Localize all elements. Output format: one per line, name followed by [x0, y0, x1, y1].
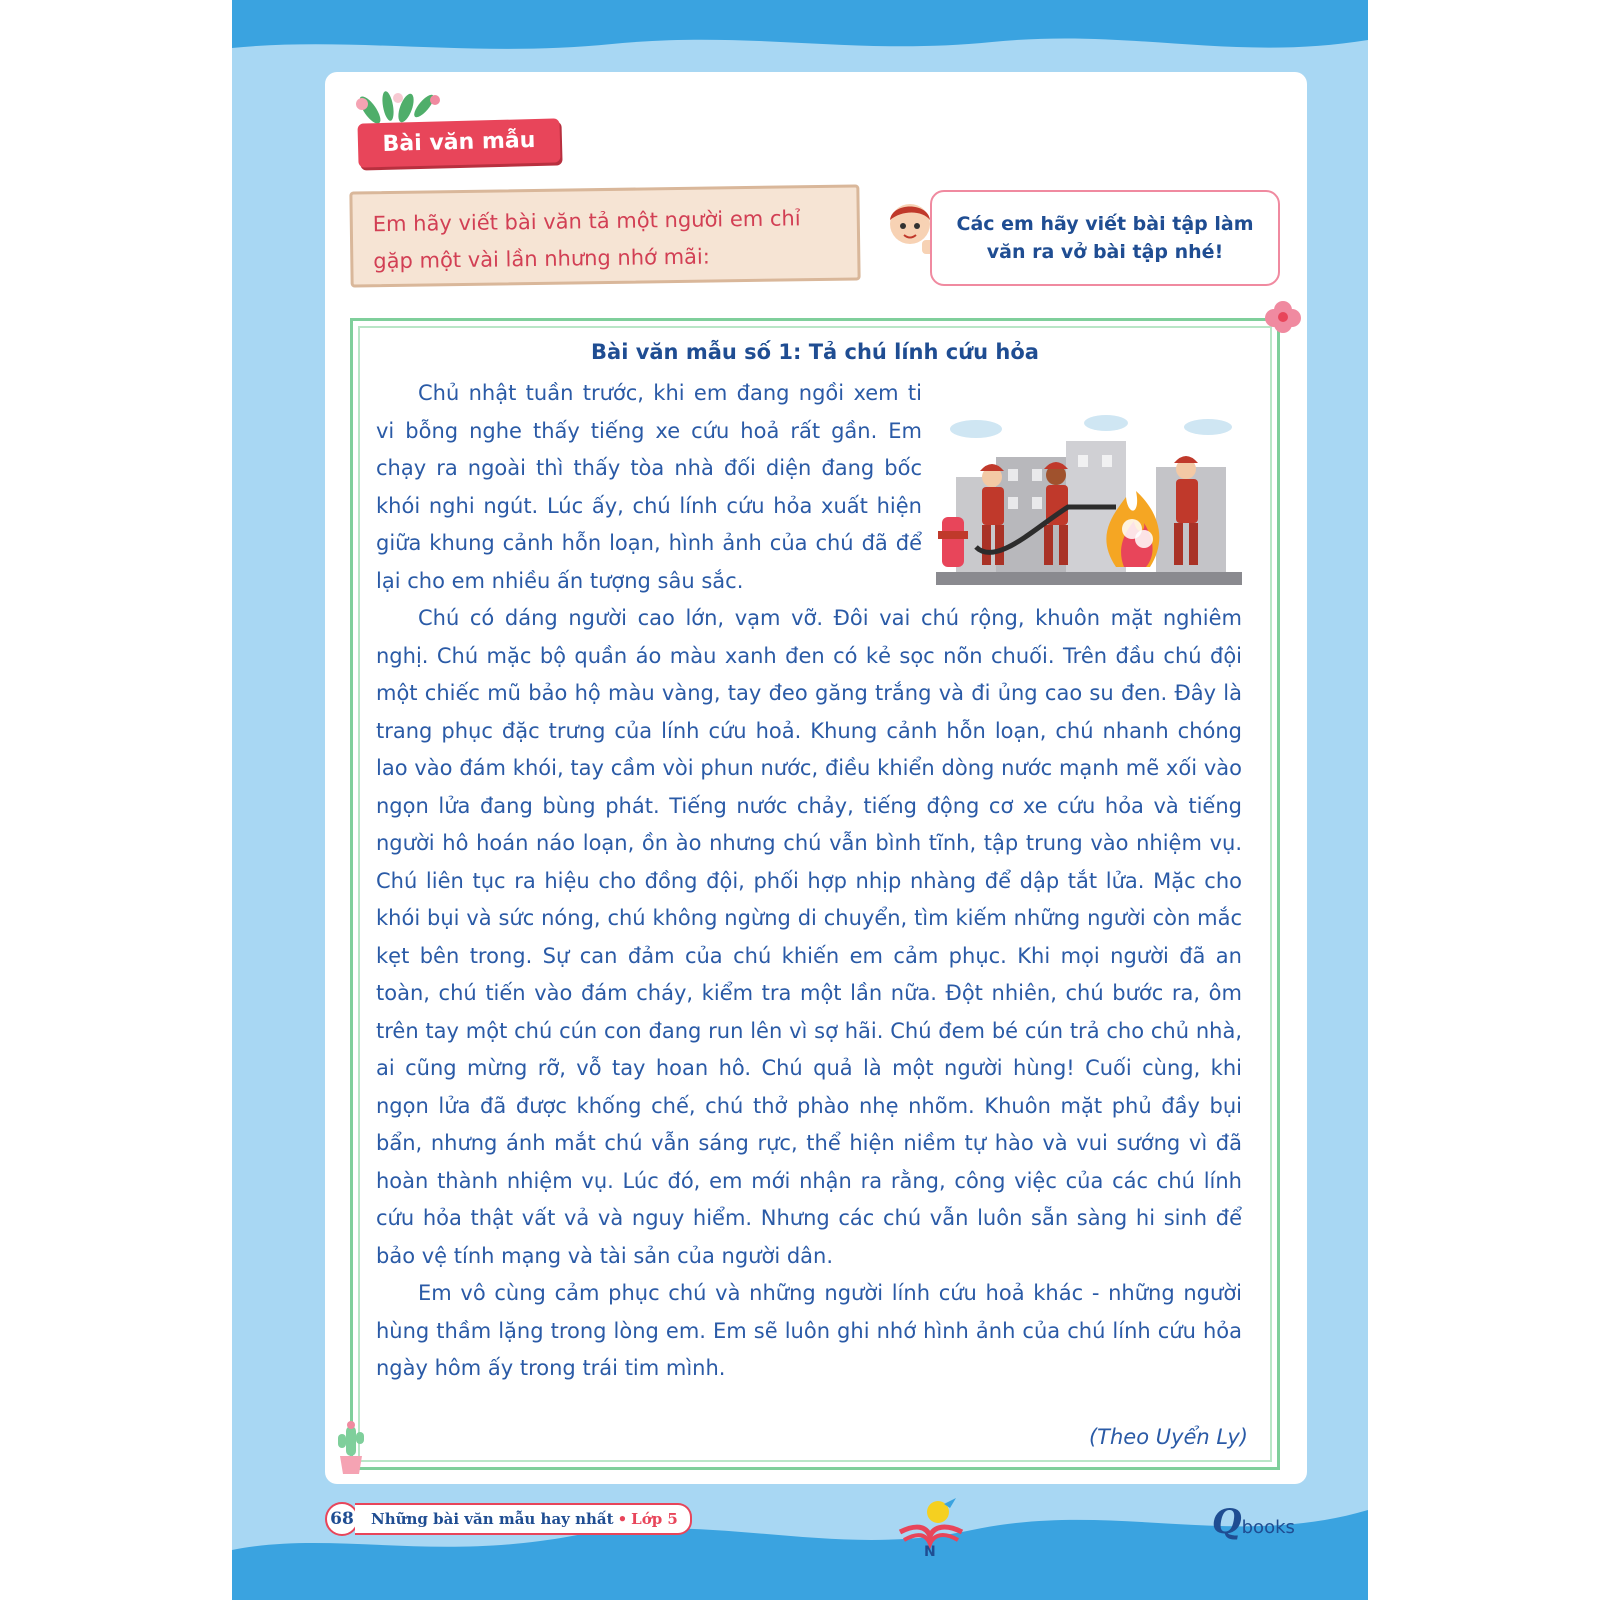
- svg-text:N: N: [924, 1544, 936, 1556]
- instruction-speech-bubble: [930, 190, 1280, 286]
- top-wave-decoration: [232, 0, 1368, 60]
- cactus-decoration-icon: [334, 1418, 368, 1474]
- instruction-text: Các em hãy viết bài tập làm văn ra vở bài tập nhé!: [956, 213, 1254, 263]
- section-badge: [357, 118, 560, 167]
- page-number: 68: [325, 1502, 359, 1536]
- essay-paragraph-2: Chú có dáng người cao lớn, vạm vỡ. Đôi vai chú rộng, khuôn mặt nghiêm nghị. Chú mặc bộ quần áo màu xanh đen có kẻ sọc nõn chuối. Trên đầu chú đội một chiếc mũ bảo hộ màu vàng, tay đeo găng trắng và đi ủng cao su đen. Đây là trang phục đặc trưng của lính cứu hoả. Khung cảnh hỗn loạn, chú nhanh chóng lao vào đám khói, tay cầm vòi phun nước, điều khiển dòng nước mạnh mẽ xối vào ngọn lửa đang bùng phát. Tiếng nước chảy, tiếng động cơ xe cứu hỏa và tiếng người hô hoán náo loạn, ồn ào nhưng chú vẫn bình tĩnh, tập trung vào nhiệm vụ. Chú liên tục ra hiệu cho đồng đội, phối hợp nhịp nhàng để dập tắt lửa. Mặc cho khói bụi và sức nóng, chú không ngừng di chuyển, tìm kiếm những người còn mắc kẹt bên trong. Sự can đảm của chú khiến em cảm phục. Khi mọi người đã an toàn, chú tiến vào đám cháy, kiểm tra một lần nữa. Đột nhiên, chú bước ra, ôm trên tay một chú cún con đang run lên vì sợ hãi. Chú đem bé cún trả cho chủ nhà, ai cũng mừng rỡ, vỗ tay hoan hô. Chú quả là một người hùng! Cuối cùng, khi ngọn lửa đã được khống chế, chú thở phào nhẹ nhõm. Khuôn mặt phủ đầy bụi bẩn, nhưng ánh mắt chú vẫn sáng rực, thể hiện niềm tự hào và vui sướng vì đã hoàn thành nhiệm vụ. Lúc đó, em mới nhận ra rằng, công việc của các chú lính cứu hỏa thật vất vả và nguy hiểm. Nhưng các chú vẫn luôn sẵn sàng hi sinh để bảo vệ tính mạng và tài sản của người dân.: [376, 606, 1242, 1268]
- book-title: Những bài văn mẫu hay nhất: [371, 1510, 614, 1528]
- title-separator: •: [617, 1510, 628, 1528]
- page-footer: [325, 1503, 692, 1535]
- essay-paragraph-3: Em vô cùng cảm phục chú và những người lính cứu hoả khác - những người hùng thầm lặng trong lòng em. Em sẽ luôn ghi nhớ hình ảnh của chú lính cứu hỏa ngày hôm ấy trong trái tim mình.: [376, 1281, 1242, 1380]
- essay-source: (Theo Uyển Ly): [1088, 1425, 1248, 1449]
- book-grade: Lớp 5: [631, 1510, 678, 1528]
- qbooks-logo: [1212, 1502, 1295, 1542]
- writing-prompt-board: [349, 184, 860, 287]
- qbooks-logo-q: Q: [1212, 1502, 1242, 1542]
- book-title-tag: [355, 1503, 692, 1535]
- essay-title: Bài văn mẫu số 1: Tả chú lính cứu hỏa: [591, 340, 1039, 364]
- essay-paragraph-1: Chủ nhật tuần trước, khi em đang ngồi xem ti vi bỗng nghe thấy tiếng xe cứu hoả rất gần. Em chạy ra ngoài thì thấy tòa nhà đối diện đang bốc khói nghi ngút. Lúc ấy, chú lính cứu hỏa xuất hiện giữa khung cảnh hỗn loạn, hình ảnh của chú đã để lại cho em nhiều ấn tượng sâu sắc.: [376, 381, 922, 593]
- firefighters-illustration: [936, 407, 1242, 585]
- publisher-emblem-icon: [880, 1496, 980, 1556]
- flower-decoration-icon: [1260, 296, 1306, 342]
- essay-body: [376, 375, 1242, 1388]
- section-badge-label: Bài văn mẫu: [382, 128, 536, 157]
- writing-prompt-text: Em hãy viết bài văn tả một người em chỉ gặp một vài lần nhưng nhớ mãi:: [372, 206, 801, 274]
- qbooks-logo-text: books: [1241, 1517, 1295, 1538]
